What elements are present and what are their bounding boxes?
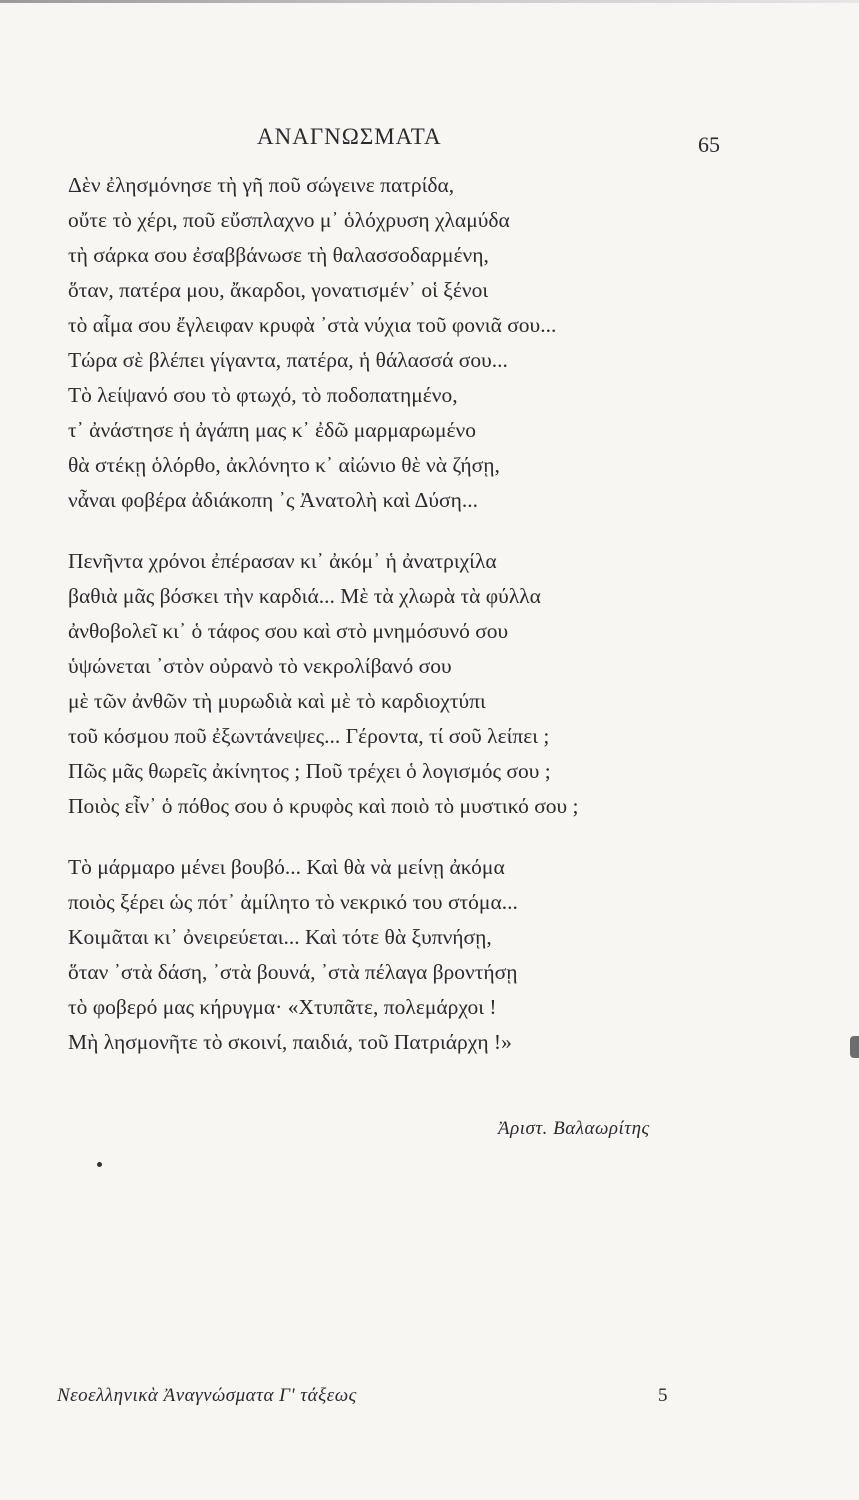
- signature-number: 5: [658, 1385, 668, 1406]
- stanza-1: [68, 168, 768, 518]
- page-edge-mark: [850, 1036, 859, 1058]
- poem-line: βαθιὰ μᾶς βόσκει τὴν καρδιά... Μὲ τὰ χλωρὰ τὰ φύλλα: [68, 584, 541, 608]
- stanza-3: [68, 850, 768, 1060]
- top-rule: [0, 0, 859, 3]
- poem-line: Πενῆντα χρόνοι ἐπέρασαν κι᾽ ἀκόμ᾽ ἡ ἀνατριχίλα: [68, 549, 497, 573]
- poem-line: Ποιὸς εἶν᾽ ὁ πόθος σου ὁ κρυφὸς καὶ ποιὸ τὸ μυστικό σου ;: [68, 794, 579, 818]
- poem-line: Δὲν ἐλησμόνησε τὴ γῆ ποῦ σώγεινε πατρίδα,: [68, 173, 455, 197]
- poem-line: ὅταν, πατέρα μου, ἄκαρδοι, γονατισμέν᾽ οἱ ξένοι: [68, 278, 489, 302]
- poem-line: τὸ φοβερό μας κήρυγμα· «Χτυπᾶτε, πολεμάρχοι !: [68, 995, 497, 1019]
- poem-line: τὴ σάρκα σου ἐσαββάνωσε τὴ θαλασσοδαρμένη,: [68, 243, 489, 267]
- poem-line: τοῦ κόσμου ποῦ ἐξωντάνεψες... Γέροντα, τί σοῦ λείπει ;: [68, 724, 550, 748]
- poem-line: μὲ τῶν ἀνθῶν τὴ μυρωδιὰ καὶ μὲ τὸ καρδιοχτύπι: [68, 689, 486, 713]
- poem-line: οὔτε τὸ χέρι, ποῦ εὔσπλαχνο μ᾽ ὁλόχρυση χλαμύδα: [68, 208, 510, 232]
- page-number: 65: [698, 132, 720, 157]
- poem-line: ποιὸς ξέρει ὡς πότ᾽ ἀμίλητο τὸ νεκρικό του στόμα...: [68, 890, 518, 914]
- poem-line: Τὸ μάρμαρο μένει βουβό... Καὶ θὰ νὰ μείνῃ ἀκόμα: [68, 855, 505, 879]
- poem-line: ὅταν ᾽στὰ δάση, ᾽στὰ βουνά, ᾽στὰ πέλαγα βροντήσῃ: [68, 960, 518, 984]
- poem-line: νἆναι φοβέρα ἀδιάκοπη ᾽ς Ἀνατολὴ καὶ Δύση...: [68, 488, 478, 512]
- running-head: ΑΝΑΓΝΩΣΜΑΤΑ: [257, 124, 442, 149]
- author-signature: Ἀριστ. Βαλαωρίτης: [498, 1118, 650, 1139]
- poem-line: Τὸ λείψανό σου τὸ φτωχό, τὸ ποδοπατημένο,: [68, 383, 458, 407]
- poem-line: Τώρα σὲ βλέπει γίγαντα, πατέρα, ἡ θάλασσά σου...: [68, 348, 508, 372]
- poem-line: τὸ αἷμα σου ἔγλειφαν κρυφὰ ᾽στὰ νύχια τοῦ φονιᾶ σου...: [68, 313, 557, 337]
- footer-book-title: Νεοελληνικὰ Ἀναγνώσματα Γ' τάξεως: [57, 1385, 357, 1406]
- poem-line: Πῶς μᾶς θωρεῖς ἀκίνητος ; Ποῦ τρέχει ὁ λογισμός σου ;: [68, 759, 551, 783]
- poem-body: [68, 168, 768, 1086]
- ink-dot: [97, 1162, 102, 1167]
- poem-line: θὰ στέκῃ ὁλόρθο, ἀκλόνητο κ᾽ αἰώνιο θὲ νὰ ζήσῃ,: [68, 453, 500, 477]
- poem-line: Κοιμᾶται κι᾽ ὀνειρεύεται... Καὶ τότε θὰ ξυπνήσῃ,: [68, 925, 492, 949]
- poem-line: ἀνθοβολεῖ κι᾽ ὁ τάφος σου καὶ στὸ μνημόσυνό σου: [68, 619, 509, 643]
- stanza-2: [68, 544, 768, 824]
- poem-line: Μὴ λησμονῆτε τὸ σκοινί, παιδιά, τοῦ Πατριάρχη !»: [68, 1030, 512, 1054]
- poem-line: ὑψώνεται ᾽στὸν οὐρανὸ τὸ νεκρολίβανό σου: [68, 654, 452, 678]
- poem-line: τ᾽ ἀνάστησε ἡ ἀγάπη μας κ᾽ ἐδῶ μαρμαρωμένο: [68, 418, 476, 442]
